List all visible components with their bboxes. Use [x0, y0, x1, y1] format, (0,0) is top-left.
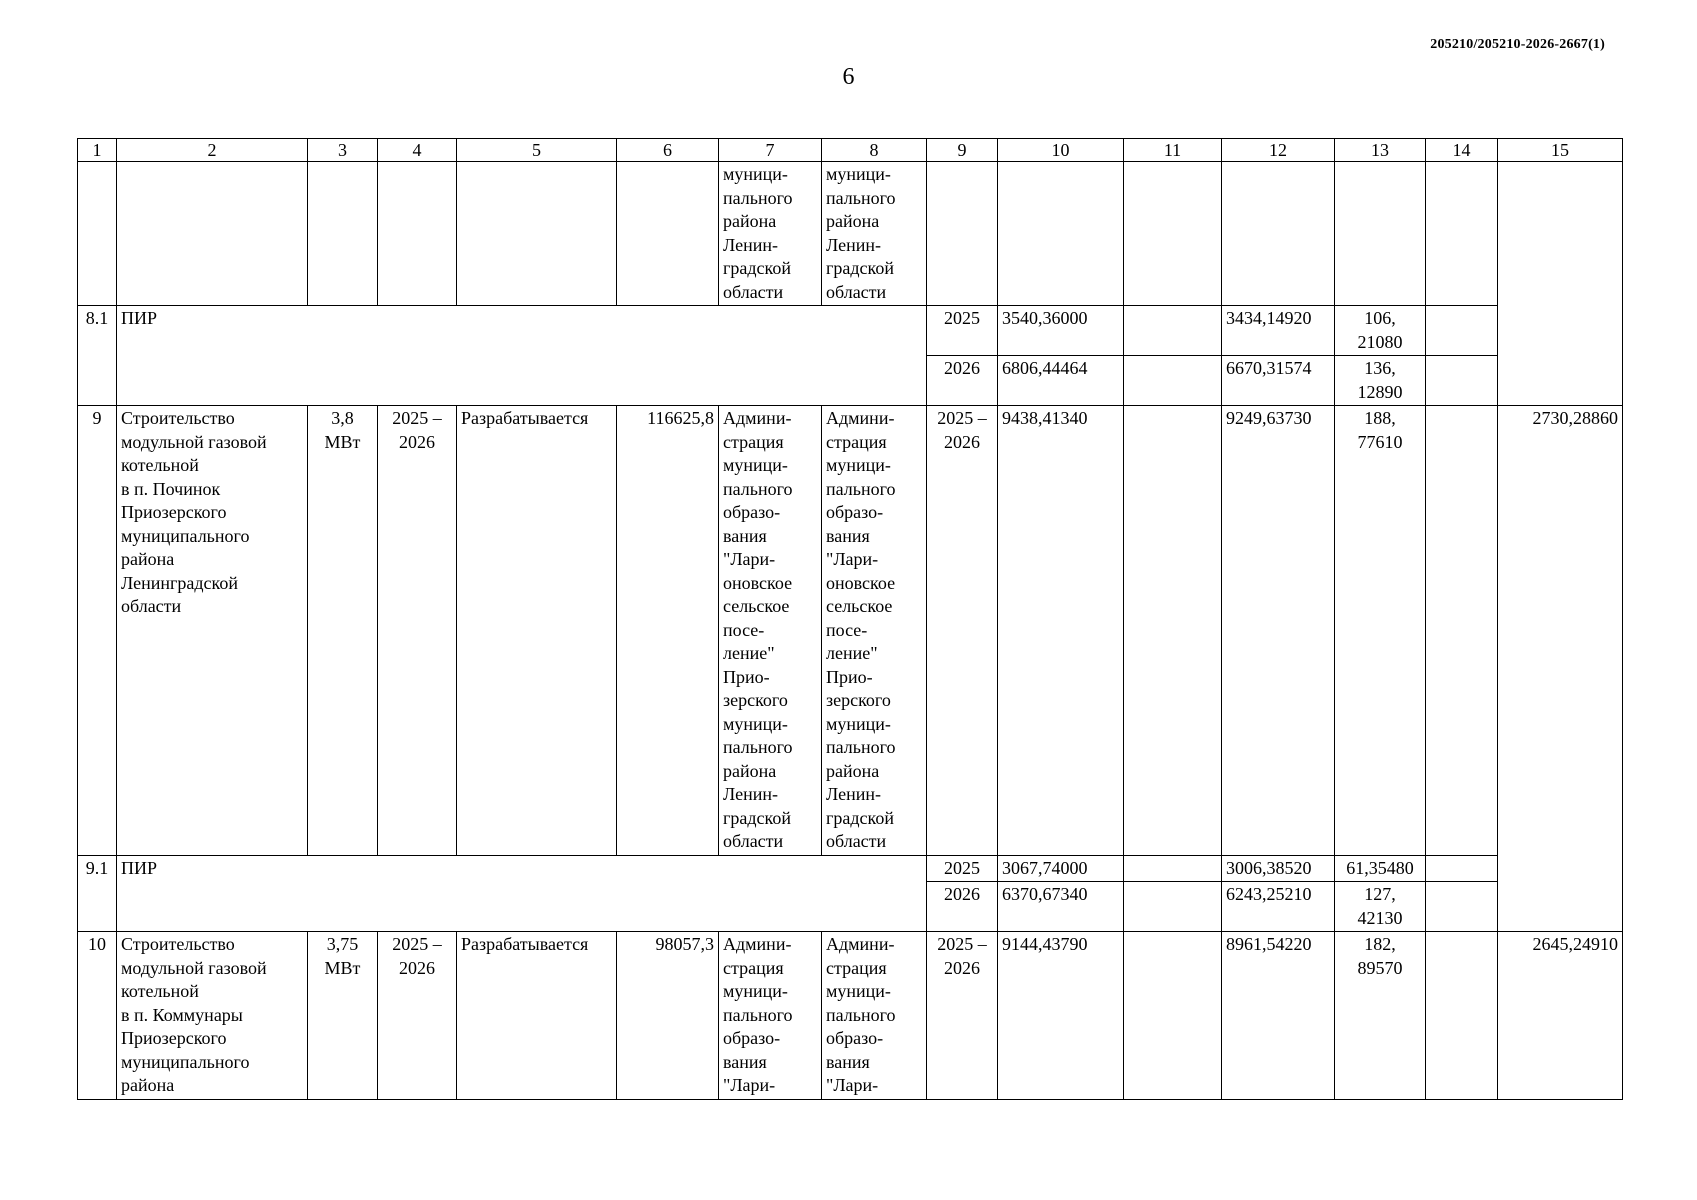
value-cell — [1124, 855, 1222, 882]
row-number: 10 — [78, 932, 117, 1100]
value-cell: 6670,31574 — [1222, 356, 1335, 406]
object-name-cell: Строительство модульной газовой котельной в п. Починок Приозерского муниципального района Ленинградской области — [117, 406, 308, 856]
table-row-10 — [78, 932, 1623, 1100]
column-number-row — [78, 139, 1623, 162]
table-cell — [378, 162, 457, 306]
value-cell: 9144,43790 — [998, 932, 1124, 1100]
value-cell: 61,35480 — [1335, 855, 1426, 882]
table-cell — [457, 162, 617, 306]
table-row-8-1-2025 — [78, 306, 1623, 356]
year-cell: 2025 — [927, 855, 998, 882]
value-cell — [1426, 855, 1498, 882]
column-number: 5 — [457, 139, 617, 162]
administrator-cell: муници- пального района Ленин- градской области — [719, 162, 822, 306]
column-number: 11 — [1124, 139, 1222, 162]
value-cell: 188, 77610 — [1335, 406, 1426, 856]
power-cell: 3,75 МВт — [308, 932, 378, 1100]
value-cell: 2730,28860 — [1498, 406, 1623, 932]
table-cell — [1498, 162, 1623, 406]
years-cell: 2025 – 2026 — [927, 932, 998, 1100]
power-cell: 3,8 МВт — [308, 406, 378, 856]
table-cell — [1426, 162, 1498, 306]
value-cell — [1426, 356, 1498, 406]
value-cell: 6243,25210 — [1222, 882, 1335, 932]
investment-table — [77, 138, 1623, 1100]
years-cell: 2025 – 2026 — [927, 406, 998, 856]
value-cell: 9438,41340 — [998, 406, 1124, 856]
administrator-cell: Админи- страция муници- пального образо- вания "Лари- — [719, 932, 822, 1100]
value-cell: 106, 21080 — [1335, 306, 1426, 356]
object-name-cell: Строительство модульной газовой котельной в п. Коммунары Приозерского муниципального района — [117, 932, 308, 1100]
column-number: 13 — [1335, 139, 1426, 162]
table-cell — [927, 162, 998, 306]
value-cell: 182, 89570 — [1335, 932, 1426, 1100]
value-cell — [1426, 882, 1498, 932]
column-number: 15 — [1498, 139, 1623, 162]
value-cell: 3006,38520 — [1222, 855, 1335, 882]
table-row-9 — [78, 406, 1623, 856]
year-cell: 2026 — [927, 882, 998, 932]
value-cell: 8961,54220 — [1222, 932, 1335, 1100]
table-cell — [998, 162, 1124, 306]
customer-cell: Админи- страция муници- пального образо- вания "Лари- оновское сельское посе- ление" Прио- зерского муници- пального района Ленин- градской области — [822, 406, 927, 856]
row-number: 9.1 — [78, 855, 117, 932]
table-cell — [117, 162, 308, 306]
status-cell: Разрабатывается — [457, 406, 617, 856]
value-cell: 2645,24910 — [1498, 932, 1623, 1100]
table-row-9-1-2025 — [78, 855, 1623, 882]
value-cell: 6370,67340 — [998, 882, 1124, 932]
value-cell: 3540,36000 — [998, 306, 1124, 356]
value-cell: 6806,44464 — [998, 356, 1124, 406]
column-number: 14 — [1426, 139, 1498, 162]
table-cell — [308, 162, 378, 306]
column-number: 9 — [927, 139, 998, 162]
value-cell — [1124, 306, 1222, 356]
page-number: 6 — [842, 64, 855, 90]
value-cell: 9249,63730 — [1222, 406, 1335, 856]
value-cell — [1124, 932, 1222, 1100]
row-number: 9 — [78, 406, 117, 856]
table-cell — [1222, 162, 1335, 306]
year-cell: 2026 — [927, 356, 998, 406]
value-cell — [1124, 882, 1222, 932]
year-cell: 2025 — [927, 306, 998, 356]
value-cell: 3434,14920 — [1222, 306, 1335, 356]
column-number: 4 — [378, 139, 457, 162]
period-cell: 2025 – 2026 — [378, 406, 457, 856]
value-cell — [1124, 406, 1222, 856]
value-cell — [1124, 356, 1222, 406]
table-cell — [78, 162, 117, 306]
cost-cell: 98057,3 — [617, 932, 719, 1100]
table-cell — [1335, 162, 1426, 306]
table-cell — [1124, 162, 1222, 306]
row-number: 8.1 — [78, 306, 117, 406]
value-cell — [1426, 406, 1498, 856]
column-number: 1 — [78, 139, 117, 162]
column-number: 7 — [719, 139, 822, 162]
column-number: 10 — [998, 139, 1124, 162]
value-cell: 136, 12890 — [1335, 356, 1426, 406]
value-cell: 127, 42130 — [1335, 882, 1426, 932]
column-number: 8 — [822, 139, 927, 162]
document-id: 205210/205210-2026-2667(1) — [1430, 37, 1605, 52]
table-cell — [617, 162, 719, 306]
column-number: 12 — [1222, 139, 1335, 162]
value-cell — [1426, 932, 1498, 1100]
row-title: ПИР — [117, 306, 927, 406]
customer-cell: Админи- страция муници- пального образо- вания "Лари- — [822, 932, 927, 1100]
value-cell — [1426, 306, 1498, 356]
status-cell: Разрабатывается — [457, 932, 617, 1100]
value-cell: 3067,74000 — [998, 855, 1124, 882]
column-number: 6 — [617, 139, 719, 162]
row-title: ПИР — [117, 855, 927, 932]
period-cell: 2025 – 2026 — [378, 932, 457, 1100]
table-row-continuation — [78, 162, 1623, 306]
customer-cell: муници- пального района Ленин- градской области — [822, 162, 927, 306]
column-number: 2 — [117, 139, 308, 162]
cost-cell: 116625,8 — [617, 406, 719, 856]
administrator-cell: Админи- страция муници- пального образо- вания "Лари- оновское сельское посе- ление" Прио- зерского муници- пального района Ленин- градской области — [719, 406, 822, 856]
column-number: 3 — [308, 139, 378, 162]
